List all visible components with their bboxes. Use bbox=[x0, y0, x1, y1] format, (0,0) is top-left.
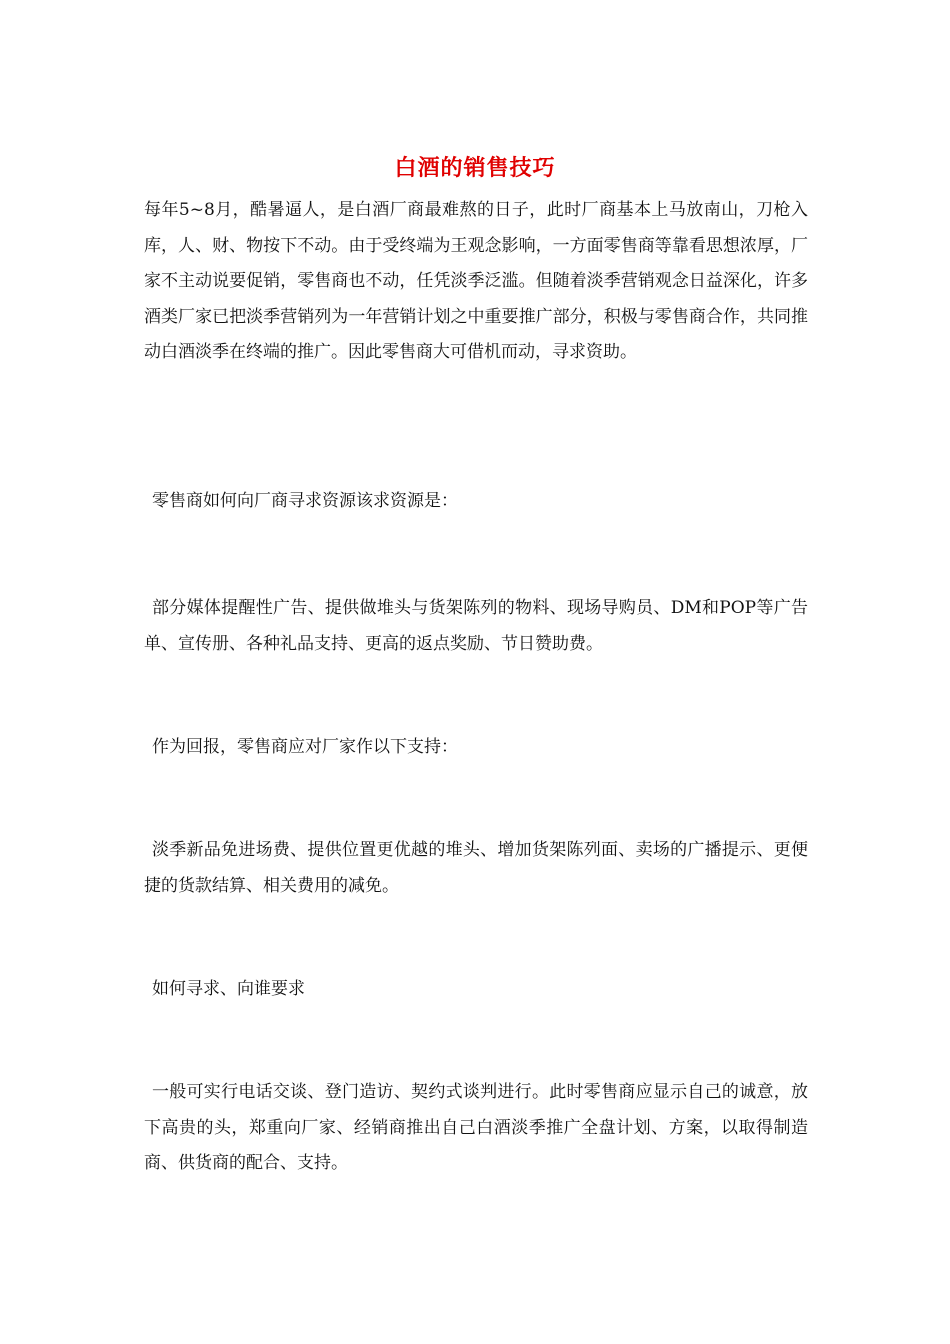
paragraph-resource-question: 零售商如何向厂商寻求资源该求资源是： bbox=[152, 491, 458, 511]
paragraph-how-heading: 如何寻求、向谁要求 bbox=[152, 979, 305, 999]
document-title: 白酒的销售技巧 bbox=[394, 155, 556, 181]
paragraph-how-detail: 一般可实行电话交谈、登门造访、契约式谈判进行。此时零售商应显示自己的诚意，放下高贵的头，郑重向厂家、经销商推出自己白酒淡季推广全盘计划、方案，以取得制造商、供货商的配合、支持。 bbox=[144, 1082, 808, 1173]
paragraph-resource-list: 部分媒体提醒性广告、提供做堆头与货架陈列的物料、现场导购员、DM和POP等广告单、宣传册、各种礼品支持、更高的返点奖励、节日赞助费。 bbox=[144, 598, 808, 654]
paragraph-intro: 每年5~8月，酷暑逼人，是白酒厂商最难熬的日子，此时厂商基本上马放南山，刀枪入库，人、财、物按下不动。由于受终端为王观念影响，一方面零售商等靠看思想浓厚，厂家不主动说要促销，零售商也不动，任凭淡季泛滥。但随着淡季营销观念日益深化，许多酒类厂家已把淡季营销列为一年营销计划之中重要推广部分，积极与零售商合作，共同推动白酒淡季在终端的推广。因此零售商大可借机而动，寻求资助。 bbox=[144, 200, 808, 362]
paragraph-return-list: 淡季新品免进场费、提供位置更优越的堆头、增加货架陈列面、卖场的广播提示、更便捷的货款结算、相关费用的减免。 bbox=[144, 840, 808, 896]
paragraph-return-heading: 作为回报，零售商应对厂家作以下支持： bbox=[152, 737, 458, 757]
